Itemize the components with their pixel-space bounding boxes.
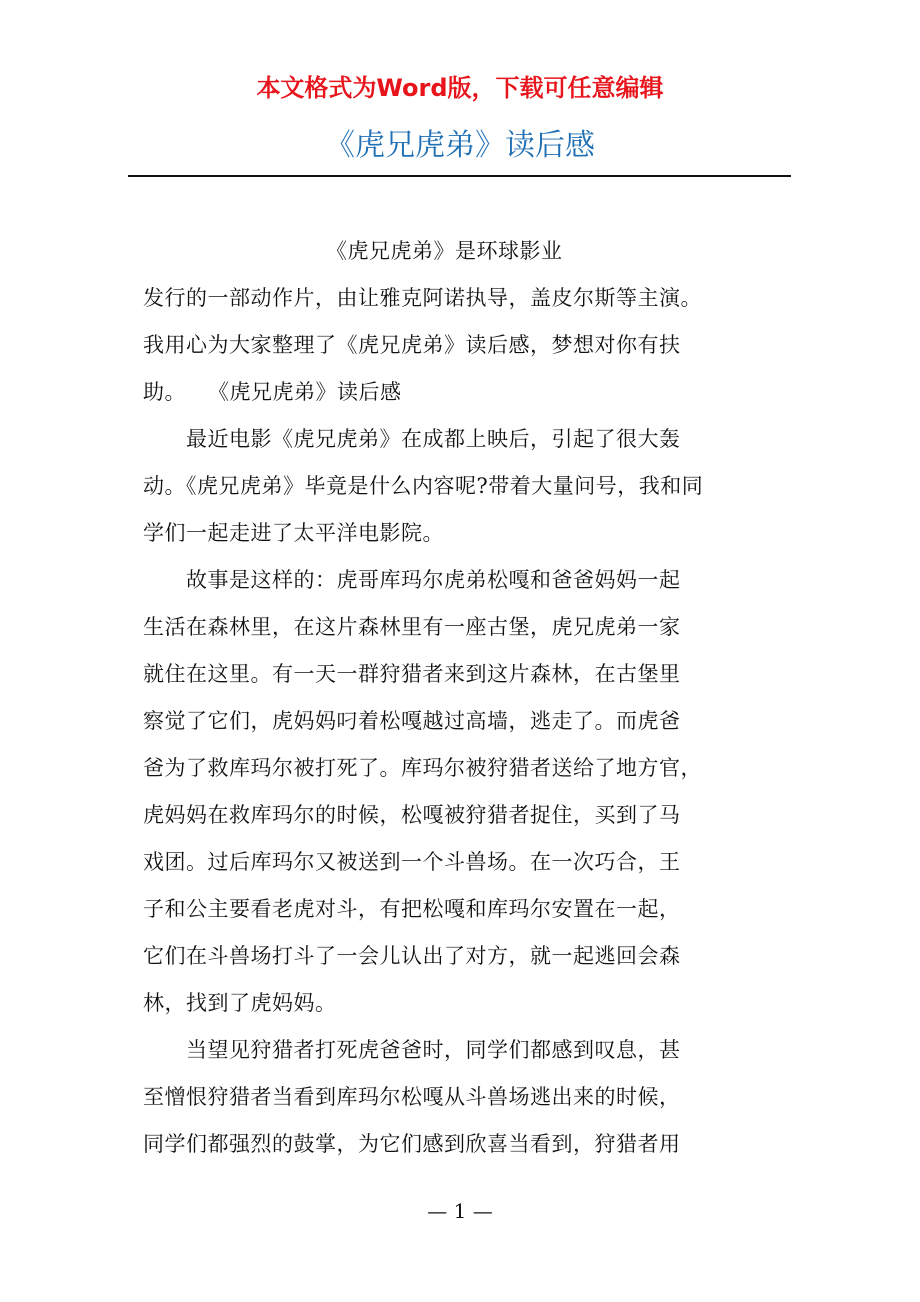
text-line: 子和公主要看老虎对斗，有把松嘎和库玛尔安置在一起， bbox=[143, 897, 681, 921]
text-line: 察觉了它们，虎妈妈叼着松嘎越过高墙，逃走了。而虎爸 bbox=[143, 709, 681, 733]
page-number: — 1 — bbox=[427, 1199, 493, 1223]
text-line: 它们在斗兽场打斗了一会儿认出了对方，就一起逃回会森 bbox=[143, 944, 681, 968]
title-divider bbox=[128, 175, 791, 177]
text-line: 学们一起走进了太平洋电影院。 bbox=[143, 521, 444, 545]
document-body bbox=[143, 228, 779, 1168]
text-line: 生活在森林里，在这片森林里有一座古堡，虎兄虎弟一家 bbox=[143, 615, 681, 639]
text-line: 助。 《虎兄虎弟》读后感 bbox=[143, 380, 402, 404]
text-line: 就住在这里。有一天一群狩猎者来到这片森林，在古堡里 bbox=[143, 662, 681, 686]
text-line: 动。《虎兄虎弟》毕竟是什么内容呢?带着大量问号，我和同 bbox=[143, 474, 704, 498]
text-line: 发行的一部动作片，由让雅克阿诺执导，盖皮尔斯等主演。 bbox=[143, 286, 702, 310]
text-line: 我用心为大家整理了《虎兄虎弟》读后感，梦想对你有扶 bbox=[143, 333, 681, 357]
text-line: 最近电影《虎兄虎弟》在成都上映后，引起了很大轰 bbox=[143, 427, 681, 451]
text-line: 爸为了救库玛尔被打死了。库玛尔被狩猎者送给了地方官， bbox=[143, 756, 702, 780]
text-line: 同学们都强烈的鼓掌，为它们感到欣喜当看到，狩猎者用 bbox=[143, 1132, 681, 1156]
text-line: 《虎兄虎弟》是环球影业 bbox=[143, 239, 563, 263]
document-title: 《虎兄虎弟》读后感 bbox=[325, 128, 595, 163]
text-line: 虎妈妈在救库玛尔的时候，松嘎被狩猎者捉住，买到了马 bbox=[143, 803, 681, 827]
text-line: 至憎恨狩猎者当看到库玛尔松嘎从斗兽场逃出来的时候， bbox=[143, 1085, 681, 1109]
text-line: 当望见狩猎者打死虎爸爸时，同学们都感到叹息，甚 bbox=[143, 1038, 681, 1062]
text-line: 故事是这样的：虎哥库玛尔虎弟松嘎和爸爸妈妈一起 bbox=[143, 568, 681, 592]
text-line: 戏团。过后库玛尔又被送到一个斗兽场。在一次巧合，王 bbox=[143, 850, 681, 874]
format-notice-banner: 本文格式为Word版，下载可任意编辑 bbox=[256, 74, 664, 102]
text-line: 林，找到了虎妈妈。 bbox=[143, 991, 337, 1015]
